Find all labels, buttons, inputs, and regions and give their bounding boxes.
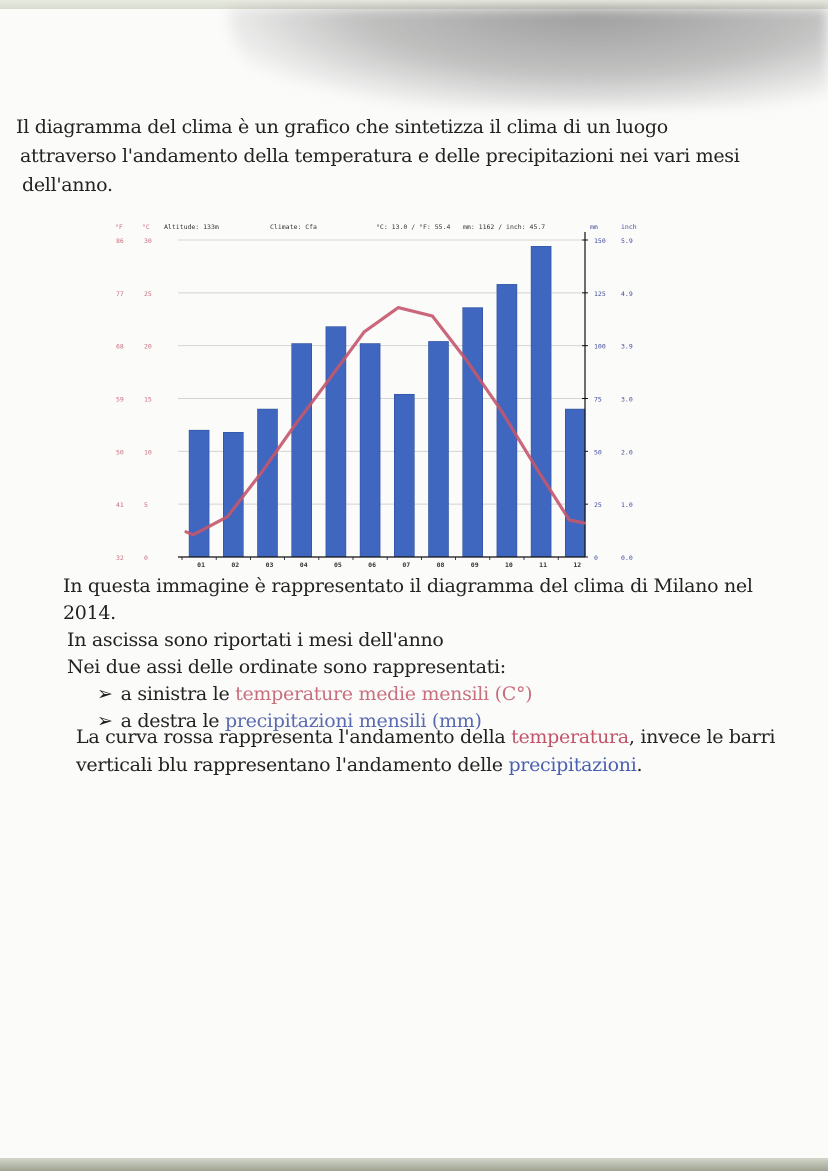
c-tick-label: 30 [144,237,152,245]
climate-label: Climate: Cfa [270,223,317,231]
altitude-label: Altitude: 133m [164,223,219,231]
c-tick-label: 0 [144,554,148,562]
climate-chart [0,0,828,575]
left-axis-ticks [116,237,152,562]
month-label: 04 [299,561,308,569]
month-label: 12 [573,561,582,569]
inch-tick-label: 4.9 [621,289,633,298]
arrow-bullet-icon: ➢ [97,683,113,705]
f-tick-label: 50 [116,448,124,457]
precipitation-bar [292,344,312,557]
f-tick-label: 32 [116,554,124,562]
temp-summary-label: °C: 13.0 / °F: 55.4 [376,223,451,231]
month-label: 01 [197,561,206,569]
bullet-left-axis [63,681,763,708]
f-tick-label: 68 [116,342,124,351]
explanation-paragraph [63,573,763,735]
inch-tick-label: 1.0 [621,501,633,510]
c-tick-label: 25 [144,289,152,298]
precipitation-bar [258,409,278,557]
right-axis-ticks [594,237,633,562]
precipitation-bar [223,432,243,557]
explanation-line-4: Nei due assi delle ordinate sono rappresentati: [67,656,506,678]
mm-tick-label: 75 [594,395,602,404]
explanation-line-2: 2014. [63,602,116,624]
f-tick-label: 86 [116,237,124,245]
mm-tick-label: 25 [594,501,602,510]
month-label: 03 [265,561,274,569]
precipitation-bar [531,246,551,557]
mm-tick-label: 0 [594,554,598,562]
c-tick-label: 5 [144,501,148,510]
month-label: 11 [539,561,548,569]
inch-tick-label: 0.0 [621,554,633,562]
mm-tick-label: 125 [594,289,606,298]
mm-tick-label: 100 [594,342,606,351]
conclusion-paragraph [76,723,776,779]
conclusion-line-2 [76,751,776,779]
inch-unit-label: inch [621,223,637,231]
mm-tick-label: 50 [594,448,602,457]
precipitation-highlight: precipitazioni [508,754,637,776]
precip-summary-label: mm: 1162 / inch: 45.7 [463,223,546,231]
mm-tick-label: 150 [594,237,606,245]
conclusion-1-prefix: La curva rossa rappresenta l'andamento della [76,726,512,748]
inch-tick-label: 3.9 [621,342,633,351]
explanation-line-3: In ascissa sono riportati i mesi dell'anno [67,629,444,651]
bullet-1-prefix: a sinistra le [120,683,236,705]
precipitation-bar [565,409,585,557]
intro-line-1: Il diagramma del clima è un grafico che sintetizza il clima di un luogo [16,116,668,138]
arrow-bullet-icon: ➢ [97,710,113,732]
month-label: 08 [436,561,445,569]
conclusion-2-suffix: . [636,754,643,776]
c-tick-label: 15 [144,395,152,404]
f-unit-label: °F [115,223,123,231]
page-bottom-edge [0,1158,828,1171]
intro-line-3: dell'anno. [22,174,113,196]
temperature-highlight: temperatura [511,726,629,748]
inch-tick-label: 3.0 [621,395,633,404]
mm-unit-label: mm [590,223,598,231]
bullet-1-highlight: temperature medie mensili (C°) [235,683,533,705]
conclusion-2-prefix: verticali blu rappresentano l'andamento delle [76,754,509,776]
f-tick-label: 59 [116,395,124,404]
temperature-line [186,308,584,535]
c-tick-label: 20 [144,342,152,351]
precipitation-bar [189,430,209,557]
intro-line-2: attraverso l'andamento della temperatura e delle precipitazioni nei vari mesi [20,145,740,167]
month-label: 06 [368,561,377,569]
explanation-line-1: In questa immagine è rappresentato il diagramma del clima di Milano nel [63,575,753,597]
f-tick-label: 77 [116,289,124,298]
month-label: 02 [231,561,240,569]
month-label: 05 [333,561,342,569]
month-label: 09 [470,561,479,569]
precipitation-bar [360,344,380,557]
precipitation-bar [394,394,414,557]
conclusion-1-suffix: , invece le barri [628,726,776,748]
bullet-2-prefix: a destra le [120,710,225,732]
x-axis-month-labels [182,557,581,569]
month-label: 07 [402,561,411,569]
month-label: 10 [504,561,513,569]
inch-tick-label: 5.9 [621,237,633,245]
precipitation-bar [429,341,449,557]
chart-header [115,223,637,231]
conclusion-line-1 [76,723,776,751]
c-tick-label: 10 [144,448,152,457]
bullet-2-highlight: precipitazioni mensili (mm) [225,710,482,732]
c-unit-label: °C [142,223,150,231]
precipitation-bar [463,308,483,557]
f-tick-label: 41 [116,501,124,510]
inch-tick-label: 2.0 [621,448,633,457]
